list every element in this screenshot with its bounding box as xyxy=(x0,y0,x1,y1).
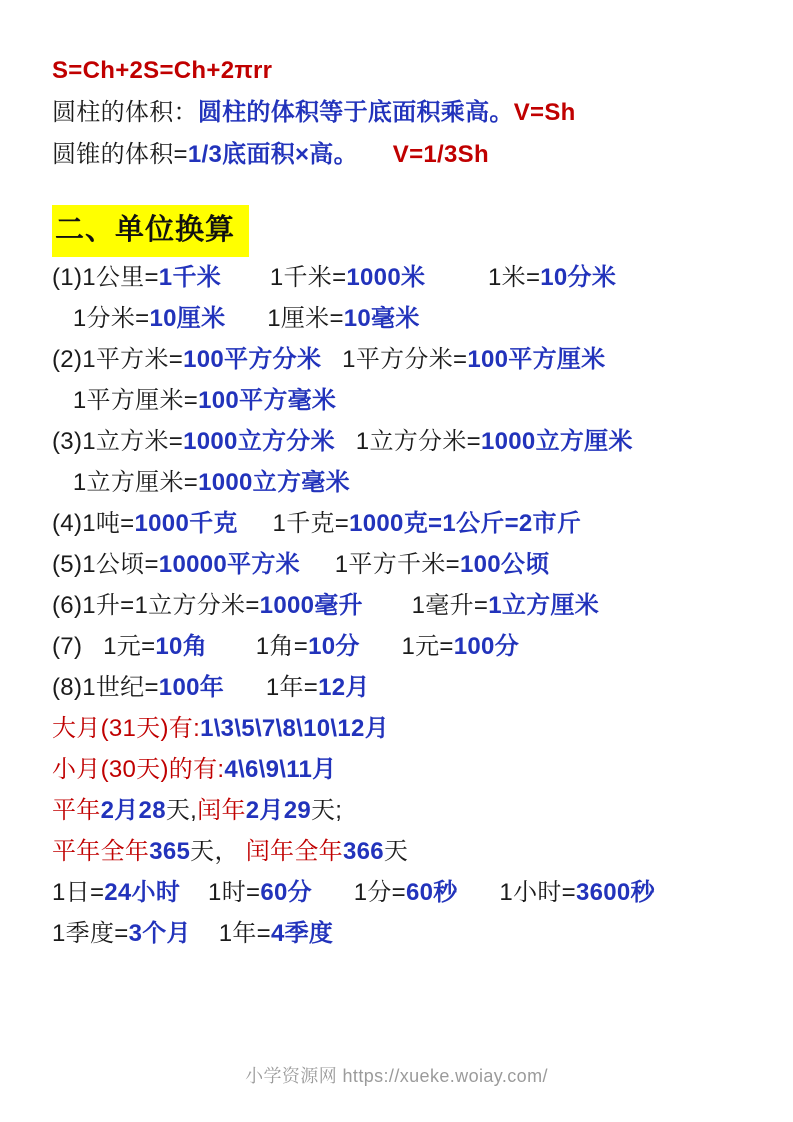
text-run: 3600秒 xyxy=(575,879,655,906)
text-run: 1米= xyxy=(425,264,541,291)
text-run: 1/3底面积×高。 xyxy=(187,141,358,168)
text-run: 1年= xyxy=(190,920,271,947)
footer-credit xyxy=(0,1062,793,1088)
text-line xyxy=(52,790,763,831)
text-run: 366 xyxy=(342,838,384,865)
text-line xyxy=(52,92,763,134)
text-run: 1分= xyxy=(311,879,406,906)
text-line xyxy=(52,298,763,339)
text-run: 2月29 xyxy=(245,797,311,824)
text-run: 1立方厘米 xyxy=(488,592,600,619)
text-line xyxy=(52,50,763,92)
text-run: 4季度 xyxy=(270,920,334,947)
text-run: 1千克= xyxy=(237,510,350,537)
text-line xyxy=(52,913,763,954)
text-line xyxy=(52,339,763,380)
text-run: 10角 xyxy=(155,633,208,660)
text-run: 1日= xyxy=(52,879,105,906)
text-line xyxy=(52,421,763,462)
text-run: 100年 xyxy=(158,674,225,701)
text-run: 1立方厘米= xyxy=(52,469,199,496)
text-run: 1000毫升 xyxy=(259,592,363,619)
heading-highlight: 二、单位换算 xyxy=(52,205,249,257)
text-run: 1季度= xyxy=(52,920,129,947)
text-run: 1立方分米= xyxy=(334,428,481,455)
text-run: 10厘米 xyxy=(149,305,226,332)
text-run: (6)1升=1立方分米= xyxy=(52,592,260,619)
text-line xyxy=(52,380,763,421)
text-line xyxy=(52,134,763,176)
text-line xyxy=(52,257,763,298)
text-run: 100平方厘米 xyxy=(467,346,606,373)
text-run: S=Ch+2S=Ch+2πrr xyxy=(52,57,273,84)
text-line xyxy=(52,667,763,708)
text-run: (3)1立方米= xyxy=(52,428,184,455)
text-line xyxy=(52,585,763,626)
text-line xyxy=(52,544,763,585)
text-line xyxy=(52,462,763,503)
text-run: 1千米= xyxy=(221,264,347,291)
text-run: 1小时= xyxy=(457,879,576,906)
text-run: 1000立方厘米 xyxy=(480,428,633,455)
text-run: (7) 1元= xyxy=(52,633,156,660)
text-run: 1平方分米= xyxy=(321,346,468,373)
text-run: 12月 xyxy=(318,674,370,701)
text-run: 1000立方毫米 xyxy=(198,469,350,496)
text-run: 圆锥的体积= xyxy=(52,141,188,168)
text-line xyxy=(52,708,763,749)
text-run: 1\3\5\7\8\10\12月 xyxy=(200,715,389,742)
text-run: 1分米= xyxy=(52,305,150,332)
text-run: 1千米 xyxy=(158,264,222,291)
text-run: 1厘米= xyxy=(225,305,344,332)
text-run: 10分米 xyxy=(540,264,617,291)
text-run: 1000米 xyxy=(346,264,426,291)
text-run: 天 xyxy=(383,838,409,865)
text-run: (2)1平方米= xyxy=(52,346,184,373)
text-run: 24小时 xyxy=(104,879,181,906)
text-line xyxy=(52,503,763,544)
text-run: V=Sh xyxy=(513,99,576,126)
text-run: 10毫米 xyxy=(343,305,420,332)
text-run: (4)1吨= xyxy=(52,510,135,537)
unit-conversions-section xyxy=(52,257,763,954)
text-run: 1角= xyxy=(207,633,309,660)
text-run: 1时= xyxy=(180,879,261,906)
text-run: (5)1公顷= xyxy=(52,551,159,578)
text-run: 1000千克 xyxy=(134,510,238,537)
text-run: 小月(30天)的有: xyxy=(52,756,225,783)
text-run: 1平方厘米= xyxy=(52,387,199,414)
section-heading xyxy=(52,216,763,245)
text-run: (1)1公里= xyxy=(52,264,159,291)
text-run: 闰年 xyxy=(197,797,246,824)
text-run: 100平方分米 xyxy=(183,346,322,373)
text-run: 圆柱的体积： xyxy=(52,99,198,126)
text-run: (8)1世纪= xyxy=(52,674,159,701)
text-line xyxy=(52,831,763,872)
text-run: V=1/3Sh xyxy=(392,141,489,168)
text-run: 10000平方米 xyxy=(158,551,300,578)
text-run: 天， xyxy=(190,838,246,865)
text-run: 大月(31天)有: xyxy=(52,715,201,742)
text-run: 100分 xyxy=(453,633,519,660)
text-run: 365 xyxy=(149,838,191,865)
text-run: 平年全年 xyxy=(52,838,150,865)
text-run xyxy=(358,141,393,168)
text-run: 2月28 xyxy=(100,797,166,824)
volume-formulas-section xyxy=(52,50,763,176)
text-run: 3个月 xyxy=(128,920,191,947)
text-run: 天, xyxy=(165,797,198,824)
text-line xyxy=(52,749,763,790)
text-line xyxy=(52,872,763,913)
text-run: 10分 xyxy=(308,633,360,660)
text-run: 100平方毫米 xyxy=(198,387,337,414)
text-run: 1毫升= xyxy=(362,592,489,619)
text-run: 60秒 xyxy=(406,879,458,906)
text-run: 平年 xyxy=(52,797,101,824)
text-run: 60分 xyxy=(260,879,312,906)
text-run: 100公顷 xyxy=(459,551,550,578)
text-run: 圆柱的体积等于底面积乘高。 xyxy=(197,99,514,126)
text-run: 天; xyxy=(311,797,343,824)
text-line xyxy=(52,626,763,667)
text-run: 闰年全年 xyxy=(245,838,343,865)
text-run: 1年= xyxy=(224,674,319,701)
text-run: 1平方千米= xyxy=(299,551,460,578)
text-run: 1000克=1公斤=2市斤 xyxy=(349,510,582,537)
text-run: 1000立方分米 xyxy=(183,428,335,455)
text-run: 4\6\9\11月 xyxy=(224,756,337,783)
footer-credit-text: 小学资源网 https://xueke.woiay.com/ xyxy=(245,1066,548,1086)
text-run: 1元= xyxy=(359,633,454,660)
